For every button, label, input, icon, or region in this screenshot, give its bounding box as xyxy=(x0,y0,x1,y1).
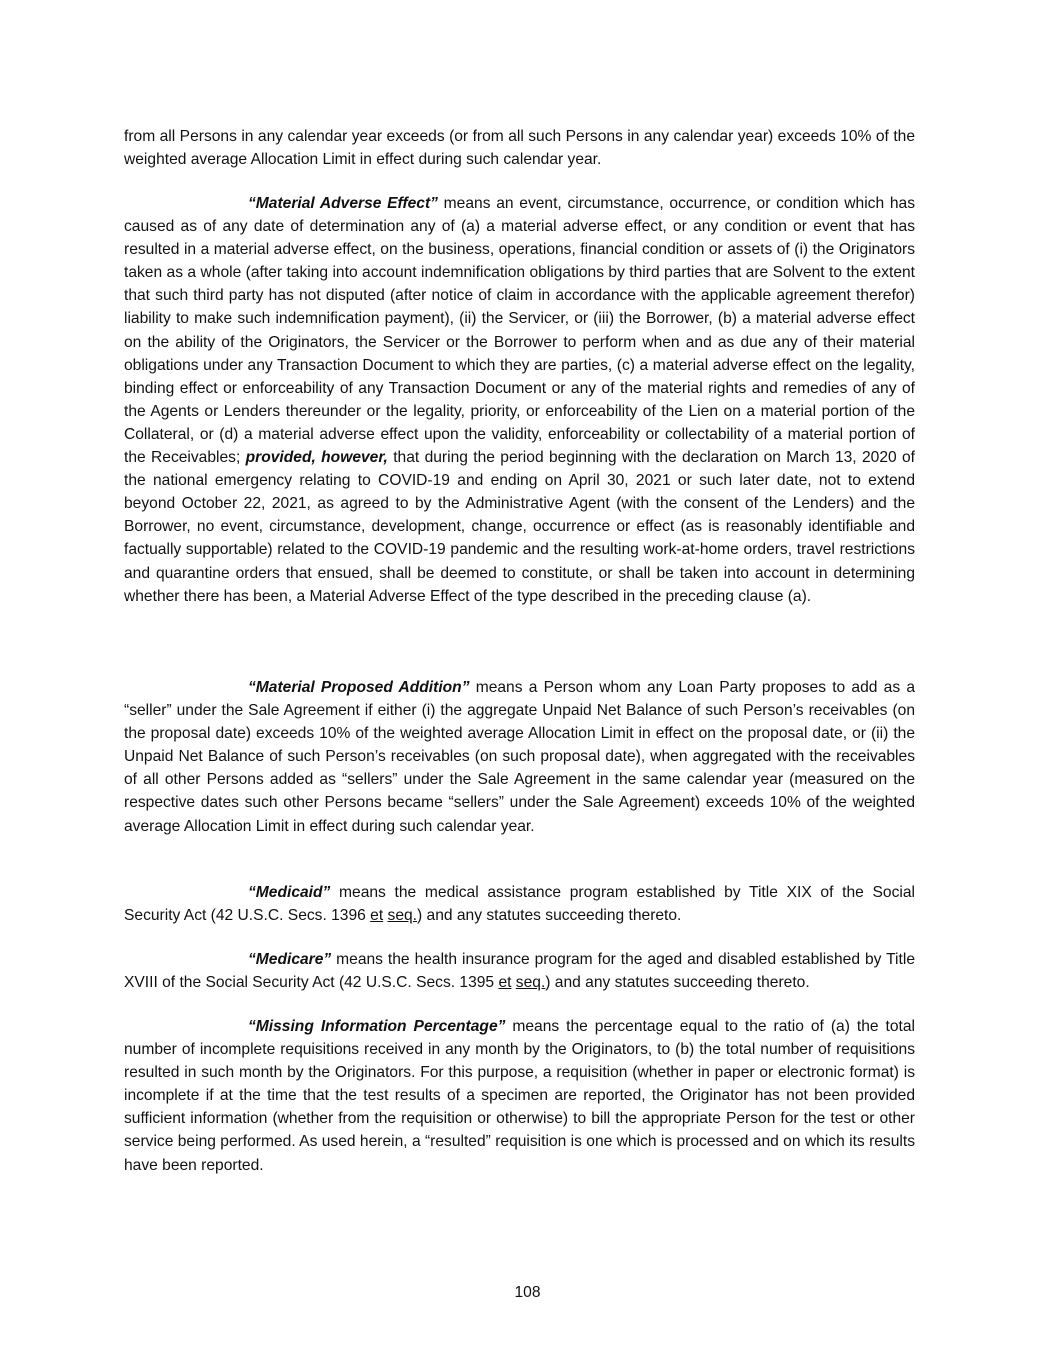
defined-term: “Material Adverse Effect” xyxy=(248,195,438,212)
paragraph-text xyxy=(124,1015,915,1177)
definition-material-adverse-effect xyxy=(124,192,915,608)
text-segment: means the percentage equal to the ratio of (a) the total number of incomplete requisitions received in any month by the Originators, to (b) the total number of requisitions resulted in such month by the Originators. For this purpose, a requisition (whether in paper or electronic format) is incomplete if at the time that the test results of a specimen are reported, the Originator has not been provided sufficient information (whether from the requisition or otherwise) to bill the appropriate Person for the test or other service being performed. As used herein, a “resulted” requisition is one which is processed and on which its results have been reported. xyxy=(124,1018,915,1174)
paragraph-text xyxy=(124,948,915,994)
text-segment: ) and any statutes succeeding thereto. xyxy=(545,974,810,992)
defined-term: provided, however, xyxy=(245,449,388,467)
paragraph-text xyxy=(124,192,915,608)
page-number: 108 xyxy=(514,1284,541,1301)
defined-term: “Medicare” xyxy=(248,951,332,968)
text-segment: means the health insurance program for the aged and disabled established by Title XVIII of the Social Security Act (42 U.S.C. Secs. 1395 xyxy=(124,951,915,992)
definition-medicare xyxy=(124,948,915,994)
text-segment: ) and any statutes succeeding thereto. xyxy=(417,907,682,925)
underlined-text: et xyxy=(498,974,512,992)
text-segment: means the medical assistance program established by Title XIX of the Social Security Act (42 U.S.C. Secs. 1396 xyxy=(124,884,915,925)
text-segment: means an event, circumstance, occurrence, or condition which has caused as of any date of determination any of (a) a material adverse effect, or any condition or event that has resulted in a material adverse effect, on the business, operations, financial condition or assets of (i) the Originators taken as a whole (after taking into account indemnification obligations by third parties that are Solvent to the extent that such third party has not disputed (after notice of claim in accordance with the applicable agreement therefor) liability to make such indemnification payment), (ii) the Servicer, or (iii) the Borrower, (b) a material adverse effect on the ability of the Originators, the Servicer or the Borrower to perform when and as due any of their material obligations under any Transaction Document to which they are parties, (c) a material adverse effect on the legality, binding effect or enforceability of any Transaction Document or any of the material rights and remedies of any of the Agents or Lenders thereunder or the legality, priority, or enforceability of the Lien on a material portion of the Collateral, or (d) a material adverse effect upon the validity, enforceability or collectability of a material portion of the Receivables; xyxy=(124,195,915,467)
definition-material-proposed-addition xyxy=(124,676,915,838)
underlined-text: seq. xyxy=(515,974,546,992)
text-segment: from all Persons in any calendar year exceeds (or from all such Persons in any calendar year) exceeds 10% of the weighted average Allocation Limit in effect during such calendar year. xyxy=(124,128,915,169)
text-segment: means a Person whom any Loan Party proposes to add as a “seller” under the Sale Agreement if either (i) the aggregate Unpaid Net Balance of such Person’s receivables (on the proposal date) exceeds 10% of the weighted average Allocation Limit in effect on the proposal date, or (ii) the Unpaid Net Balance of such Person’s receivables (on such proposal date), when aggregated with the receivables of all other Persons added as “sellers” under the Sale Agreement in the same calendar year (measured on the respective dates such other Persons became “sellers” under the Sale Agreement) exceeds 10% of the weighted average Allocation Limit in effect during such calendar year. xyxy=(124,679,915,835)
underlined-text: seq. xyxy=(387,907,417,925)
definition-missing-information-percentage xyxy=(124,1015,915,1177)
defined-term: “Missing Information Percentage” xyxy=(248,1018,506,1035)
paragraph-text xyxy=(124,881,915,927)
paragraph-text xyxy=(124,676,915,838)
definition-medicaid xyxy=(124,881,915,927)
paragraph-text xyxy=(124,125,915,171)
paragraph-continuation xyxy=(124,125,915,171)
underlined-text: et xyxy=(370,907,384,925)
defined-term: “Material Proposed Addition” xyxy=(248,679,470,696)
defined-term: “Medicaid” xyxy=(248,884,331,901)
text-segment: that during the period beginning with the declaration on March 13, 2020 of the national emergency relating to COVID-19 and ending on April 30, 2021 or such later date, not to extend beyond October 22, 2021, as agreed to by the Administrative Agent (with the consent of the Lenders) and the Borrower, no event, circumstance, development, change, occurrence or effect (as is reasonably identifiable and factually supportable) related to the COVID-19 pandemic and the resulting work-at-home orders, travel restrictions and quarantine orders that ensued, shall be deemed to constitute, or shall be taken into account in determining whether there has been, a Material Adverse Effect of the type described in the preceding clause (a). xyxy=(124,449,916,605)
